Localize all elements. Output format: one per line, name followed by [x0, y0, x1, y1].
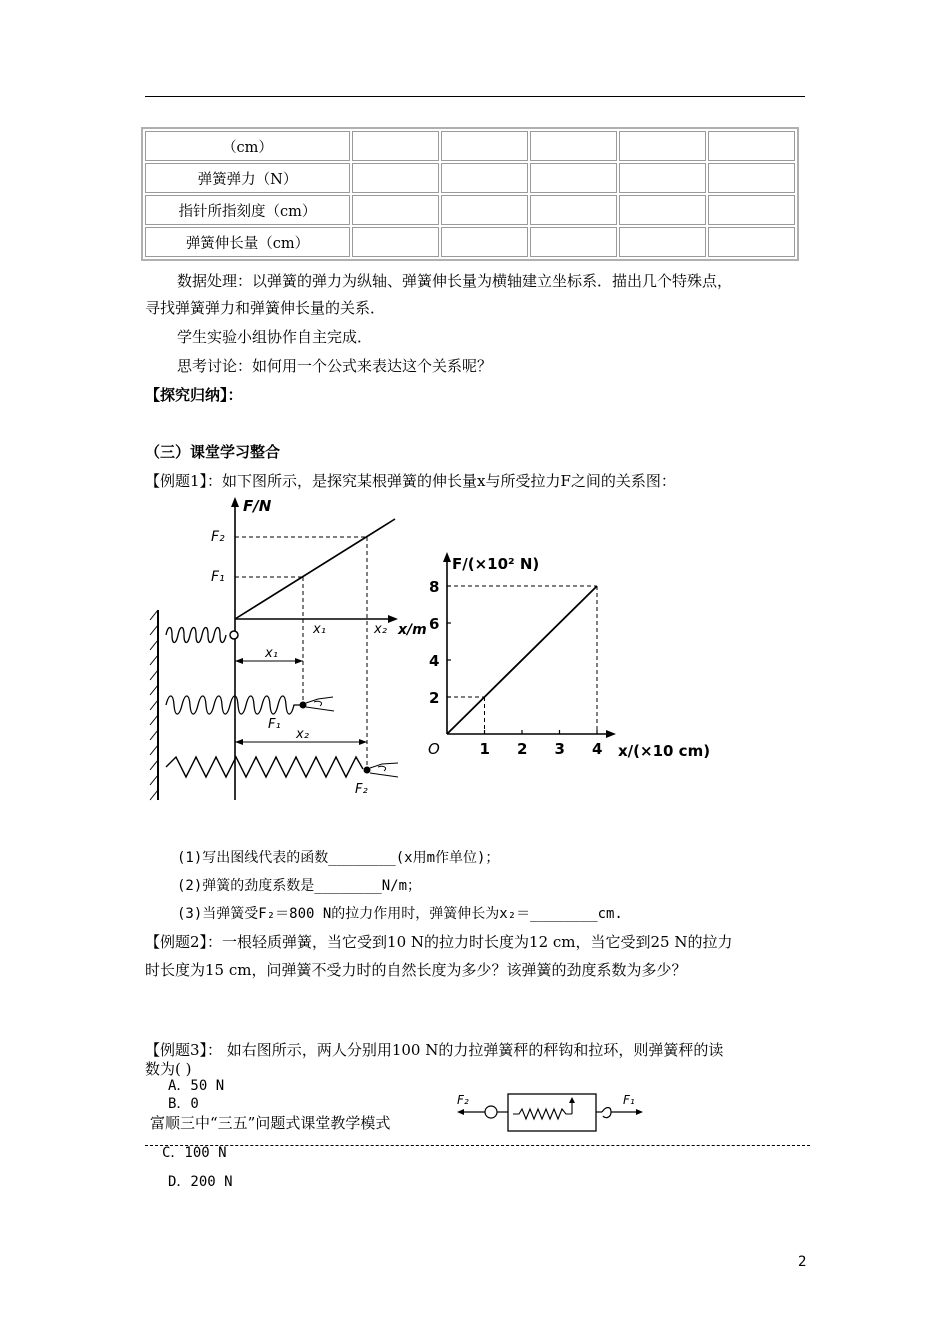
spring-stretched-2: [166, 757, 363, 777]
question-2: (2)弹簧的劲度系数是________N/m；: [177, 878, 422, 894]
table-cell: [530, 227, 617, 257]
table-cell: [352, 131, 439, 161]
x1-dim-arrow-right: [295, 658, 303, 664]
header-rule: [145, 96, 805, 97]
x2-axis-label: x₂: [374, 622, 387, 637]
spring-balance-diagram: [455, 1090, 650, 1136]
pull-ring: [485, 1106, 497, 1118]
table-cell: [441, 227, 528, 257]
x1-dimension-label: x₁: [265, 646, 278, 661]
table-cell: [530, 163, 617, 193]
option-b: B．0: [168, 1096, 199, 1112]
table-cell: [619, 163, 706, 193]
spring-diagram: [148, 495, 430, 807]
table-row: [145, 227, 795, 257]
hand-pulling-1: [306, 697, 334, 711]
table-cell: [708, 163, 795, 193]
balance-hook: [602, 1108, 611, 1118]
y-tick-label: 4: [429, 652, 440, 670]
table-cell: [530, 131, 617, 161]
table-cell: [708, 131, 795, 161]
x-tick-label: 3: [554, 740, 565, 758]
chart-marks: [429, 552, 616, 758]
x1-axis-label: x₁: [313, 622, 326, 637]
chart-x-axis-arrow: [606, 730, 616, 738]
f2-label: F₂: [211, 529, 225, 545]
option-a: A．50 N: [168, 1078, 225, 1094]
f2-force-label: F₂: [355, 782, 368, 797]
chart-x-label: x/(×10 cm): [618, 742, 711, 760]
table-cell: [441, 131, 528, 161]
balance-f2-label: F₂: [457, 1093, 469, 1107]
f1-force-label: F₁: [268, 717, 281, 732]
spring1-end: [300, 702, 307, 709]
data-table: [141, 127, 799, 261]
table-cell: [619, 131, 706, 161]
example-3-text: 【例题3】： 如右图所示，两人分别用100 N的力拉弹簧秤的秤钩和拉环，则弹簧秤的读: [145, 1041, 724, 1059]
x-tick-label: 4: [592, 740, 603, 758]
y-tick-label: 2: [429, 689, 440, 707]
table-cell: [352, 195, 439, 225]
example-2-text-cont: 时长度为15 cm，问弹簧不受力时的自然长度为多少？该弹簧的劲度系数为多少？: [145, 961, 687, 979]
table-row: [145, 163, 795, 193]
table-cell: [708, 227, 795, 257]
y-axis-label: F/N: [243, 497, 272, 515]
school-footer: 富顺三中“三五”问题式课堂教学模式: [150, 1114, 391, 1132]
y-tick-label: 8: [429, 578, 440, 596]
x2-dim-arrow-left: [235, 739, 243, 745]
row-label: 弹簧弹力（N）: [145, 163, 350, 193]
table-cell: [619, 195, 706, 225]
force-line: [235, 519, 395, 619]
example-3-text-cont: 数为( ): [145, 1060, 192, 1078]
example-1-text: 【例题1】：如下图所示，是探究某根弹簧的伸长量x与所受拉力F之间的关系图：: [145, 472, 676, 490]
table-cell: [530, 195, 617, 225]
row-label: 弹簧伸长量（cm）: [145, 227, 350, 257]
x2-dimension-label: x₂: [296, 727, 309, 742]
example-2-text: 【例题2】：一根轻质弹簧，当它受到10 N的拉力时长度为12 cm，当它受到25 N的拉力: [145, 933, 733, 951]
y-tick-label: 6: [429, 615, 440, 633]
question-1: (1)写出图线代表的函数________(x用m作单位)；: [177, 850, 500, 866]
chart-y-label: F/(×10² N): [452, 555, 540, 573]
table-cell: [352, 163, 439, 193]
paragraph-discussion: 思考讨论：如何用一个公式来表达这个关系呢？: [177, 357, 493, 375]
paragraph-data-processing: 数据处理：以弹簧的弹力为纵轴、弹簧伸长量为横轴建立坐标系．描出几个特殊点，: [177, 272, 733, 290]
paragraph-student-experiment: 学生实验小组协作自主完成．: [177, 328, 373, 346]
table-cell: [352, 227, 439, 257]
table-row: [145, 195, 795, 225]
spring-unstretched: [166, 628, 226, 643]
row-label: 指针所指刻度（cm）: [145, 195, 350, 225]
wall-hatching: [150, 610, 158, 800]
table-cell: [708, 195, 795, 225]
section-heading: （三）课堂学习整合: [145, 443, 281, 461]
f1-arrow-head: [636, 1109, 643, 1115]
table-row: [145, 131, 795, 161]
x-axis-arrow: [388, 615, 398, 623]
page-number: 2: [798, 1254, 807, 1270]
table-cell: [441, 163, 528, 193]
question-3: (3)当弹簧受F₂＝800 N的拉力作用时，弹簧伸长为x₂＝________cm.: [177, 906, 623, 922]
hand-pulling-2: [370, 763, 398, 777]
row-label: （cm）: [145, 131, 350, 161]
x1-dim-arrow-left: [235, 658, 243, 664]
x-tick-label: 2: [517, 740, 528, 758]
x2-dim-arrow-right: [359, 739, 367, 745]
force-extension-chart: [424, 547, 724, 762]
option-c: C．100 N: [162, 1145, 227, 1161]
spring2-end: [364, 767, 371, 774]
f2-arrow-head: [457, 1109, 464, 1115]
chart-origin-label: O: [428, 740, 440, 758]
spring-end-ring: [230, 631, 238, 639]
balance-f1-label: F₁: [623, 1093, 635, 1107]
table-cell: [441, 195, 528, 225]
option-d: D．200 N: [168, 1174, 233, 1190]
paragraph-data-processing-cont: 寻找弹簧弹力和弹簧伸长量的关系．: [145, 299, 386, 317]
y-axis-arrow: [231, 497, 239, 507]
x-axis-label: x/m: [398, 622, 427, 638]
chart-y-axis-arrow: [443, 552, 451, 562]
spring-stretched-1: [166, 696, 300, 714]
induction-heading: 【探究归纳】：: [145, 386, 243, 404]
data-line: [447, 586, 597, 734]
x-tick-label: 1: [479, 740, 490, 758]
footer-dashed-rule: [145, 1145, 810, 1146]
table-cell: [619, 227, 706, 257]
balance-case: [508, 1094, 596, 1131]
f1-label: F₁: [211, 569, 225, 585]
